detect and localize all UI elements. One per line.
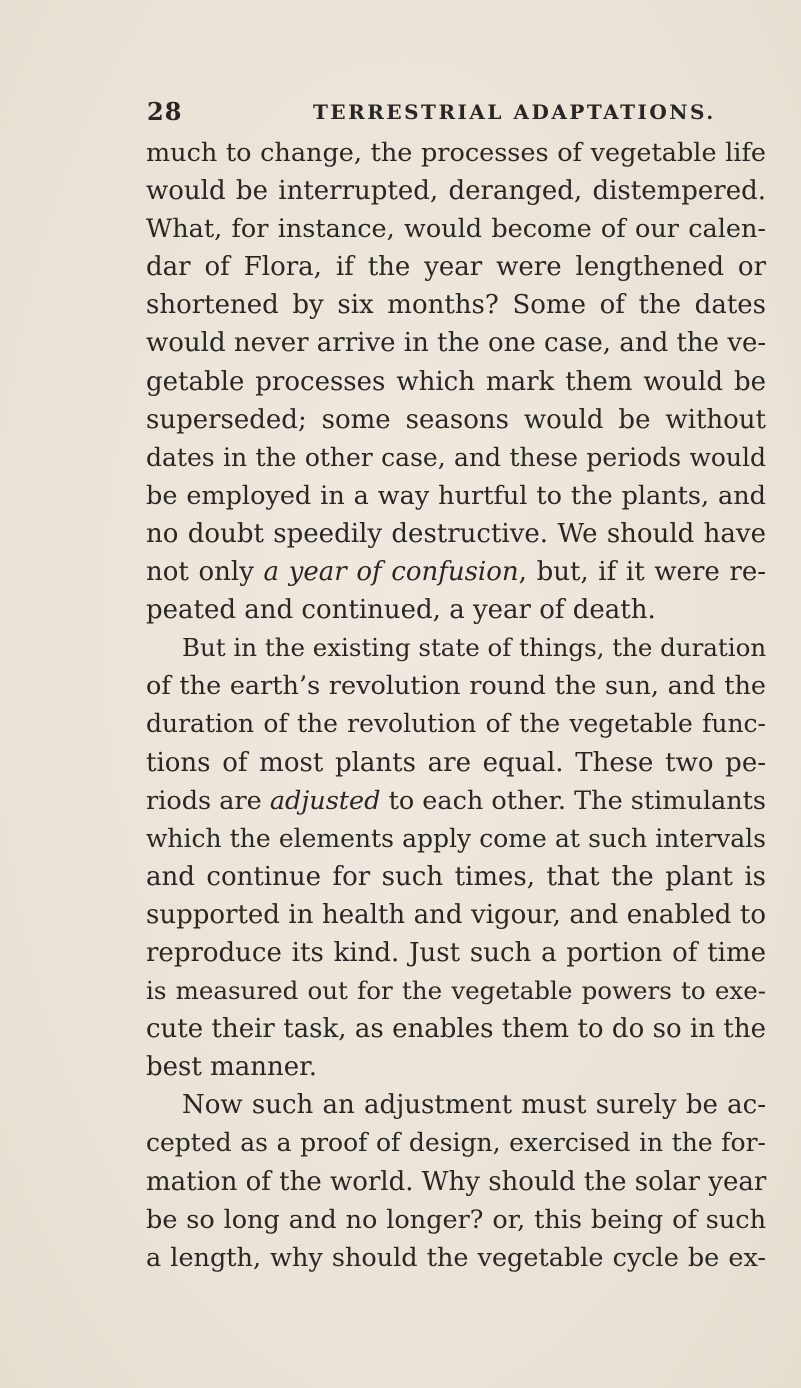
text-line: a length, why should the vegetable cycle be ex- bbox=[146, 1242, 766, 1273]
text-line bbox=[146, 553, 766, 591]
text-line: But in the existing state of things, the duration bbox=[182, 633, 767, 663]
text-line: superseded; some seasons would be without bbox=[146, 404, 766, 435]
text-line: peated and continued, a year of death. bbox=[146, 595, 656, 626]
running-title: TERRESTRIAL ADAPTATIONS. bbox=[313, 100, 716, 124]
text-line: no doubt speedily destructive. We should have bbox=[146, 518, 766, 549]
text-line: cute their task, as enables them to do so in the bbox=[146, 1014, 766, 1045]
text-line: best manner. bbox=[146, 1052, 317, 1083]
text-line: would be interrupted, deranged, distempered. bbox=[146, 176, 766, 207]
text-line: getable processes which mark them would be bbox=[146, 366, 766, 397]
running-head bbox=[147, 92, 767, 132]
text-line: What, for instance, would become of our calen- bbox=[146, 214, 766, 245]
text-line: be employed in a way hurtful to the plants, and bbox=[146, 480, 766, 511]
text-run: , but, if it were re- bbox=[518, 557, 767, 588]
italic-text: adjusted bbox=[269, 785, 381, 816]
text-line: Now such an adjustment must surely be ac- bbox=[182, 1090, 766, 1121]
text-line: is measured out for the vegetable powers to exe- bbox=[146, 976, 766, 1006]
text-line: supported in health and vigour, and enabled to bbox=[146, 899, 766, 930]
text-line: of the earth’s revolution round the sun, and the bbox=[146, 671, 766, 702]
text-line: be so long and no longer? or, this being of such bbox=[146, 1204, 766, 1235]
text-line bbox=[146, 782, 766, 820]
text-line: reproduce its kind. Just such a portion of time bbox=[146, 937, 766, 968]
text-run: riods are bbox=[146, 785, 270, 816]
italic-text: a year of confusion bbox=[263, 557, 519, 588]
text-line: would never arrive in the one case, and the ve- bbox=[146, 328, 767, 359]
text-line: tions of most plants are equal. These two pe- bbox=[146, 747, 766, 778]
text-run: to each other. The stimulants bbox=[380, 785, 766, 816]
page-number: 28 bbox=[147, 97, 183, 126]
text-run: not only bbox=[146, 557, 264, 588]
text-line: mation of the world. Why should the solar year bbox=[146, 1166, 767, 1197]
text-line: which the elements apply come at such intervals bbox=[146, 823, 766, 853]
text-line: shortened by six months? Some of the dates bbox=[146, 290, 766, 321]
text-line: much to change, the processes of vegetable life bbox=[146, 138, 766, 168]
text-line: cepted as a proof of design, exercised in the for- bbox=[146, 1128, 766, 1158]
text-line: dar of Flora, if the year were lengthened or bbox=[146, 252, 766, 283]
text-line: dates in the other case, and these periods would bbox=[146, 442, 766, 472]
text-line: duration of the revolution of the vegetable func- bbox=[146, 709, 766, 739]
body-text bbox=[146, 134, 766, 1277]
text-line: and continue for such times, that the plant is bbox=[146, 861, 766, 892]
